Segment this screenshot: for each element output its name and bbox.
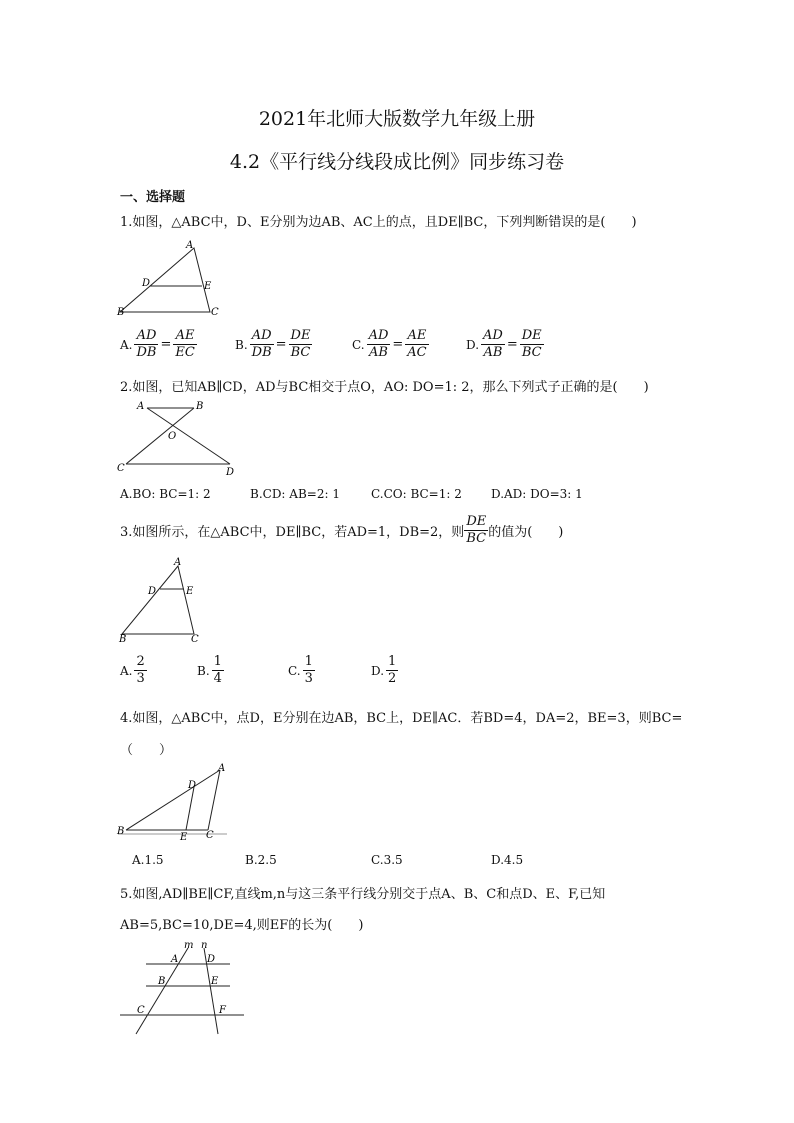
q3-option-c[interactable]: C. $\frac{1}{3}$ [288, 654, 313, 686]
question-3-figure [112, 556, 222, 646]
option-label: B. [235, 337, 248, 352]
section-heading: 一、选择题 [120, 190, 186, 205]
option-label: D. [466, 337, 480, 352]
segment-ac [208, 770, 220, 830]
question-4-text-cont: （ ） [120, 743, 173, 758]
q3-option-a[interactable]: A. $\frac{2}{3}$ [120, 654, 145, 686]
label-m: m [184, 940, 194, 951]
q2-option-d[interactable]: D.AD: DO=3: 1 [491, 487, 583, 501]
label-d: D [142, 278, 151, 289]
label-d: D [207, 954, 216, 965]
question-4-figure [112, 760, 232, 842]
label-c: C [191, 634, 199, 645]
label-c: C [211, 307, 219, 318]
option-label: A. [120, 337, 133, 352]
label-e: E [180, 832, 188, 842]
question-3-text: 3.如图所示，在△ABC中，DE∥BC，若AD=1，DB=2，则 $\frac{DE}{BC}$ 的值为( ) [120, 514, 564, 546]
page-subtitle: 4.2《平行线分线段成比例》同步练习卷 [229, 151, 565, 173]
question-5-text-cont: AB=5,BC=10,DE=4,则EF的长为( ) [120, 918, 364, 933]
q4-option-b[interactable]: B.2.5 [245, 853, 277, 867]
q2-option-c[interactable]: C.CO: BC=1: 2 [371, 487, 462, 501]
triangle-abc [122, 566, 194, 634]
q1-option-a[interactable]: A. $\frac{AD}{DB}$ = $\frac{AE}{EC}$ [120, 328, 195, 360]
label-e: E [186, 586, 194, 597]
label-b: B [119, 634, 127, 645]
label-b: B [117, 826, 125, 837]
triangle-abc [120, 248, 210, 312]
question-1-figure [112, 238, 232, 320]
label-d: D [188, 780, 197, 791]
q3-option-d[interactable]: D. $\frac{1}{2}$ [371, 654, 397, 686]
line-m [136, 948, 188, 1034]
q1-option-b[interactable]: B. $\frac{AD}{DB}$ = $\frac{DE}{BC}$ [235, 328, 311, 360]
q1-option-c[interactable]: C. $\frac{AD}{AB}$ = $\frac{AE}{AC}$ [352, 328, 427, 360]
label-c: C [137, 1005, 145, 1016]
segment-de [186, 787, 194, 830]
label-a: A [218, 763, 226, 774]
segment-ba [126, 770, 220, 830]
question-4-text: 4.如图，△ABC中，点D，E分别在边AB，BC上，DE∥AC．若BD=4，DA=2，BE=3，则BC= [120, 711, 683, 726]
q2-option-b[interactable]: B.CD: AB=2: 1 [250, 487, 340, 501]
q4-option-a[interactable]: A.1.5 [132, 853, 164, 867]
label-a: A [137, 401, 145, 412]
q2-option-a[interactable]: A.BO: BC=1: 2 [120, 487, 211, 501]
label-b: B [196, 401, 204, 412]
label-c: C [206, 830, 214, 841]
label-e: E [204, 281, 212, 292]
label-a: A [171, 954, 179, 965]
label-c: C [117, 463, 125, 474]
label-a: A [186, 240, 194, 251]
label-d: D [226, 467, 235, 478]
question-1-text: 1.如图，△ABC中，D、E分别为边AB、AC上的点，且DE∥BC，下列判断错误的是( ) [120, 215, 637, 230]
label-d: D [148, 586, 157, 597]
page-title: 2021年北师大版数学九年级上册 [258, 108, 536, 130]
option-label: C. [352, 337, 365, 352]
q3-option-b[interactable]: B. $\frac{1}{4}$ [197, 654, 222, 686]
question-2-figure [112, 396, 242, 478]
label-o: O [168, 431, 177, 442]
question-5-figure [112, 940, 252, 1036]
label-a: A [174, 557, 182, 568]
label-n: n [201, 940, 208, 951]
q4-option-d[interactable]: D.4.5 [491, 853, 524, 867]
label-b: B [158, 976, 166, 987]
q4-option-c[interactable]: C.3.5 [371, 853, 403, 867]
q1-option-d[interactable]: D. $\frac{AD}{AB}$ = $\frac{DE}{BC}$ [466, 328, 542, 360]
label-b: B [117, 307, 125, 318]
question-5-text: 5.如图,AD∥BE∥CF,直线m,n与这三条平行线分别交于点A、B、C和点D、E、F,已知 [120, 887, 606, 902]
question-2-text: 2.如图，已知AB∥CD，AD与BC相交于点O，AO: DO=1: 2，那么下列式子正确的是( ) [120, 380, 649, 395]
label-f: F [219, 1005, 226, 1016]
label-e: E [211, 976, 219, 987]
